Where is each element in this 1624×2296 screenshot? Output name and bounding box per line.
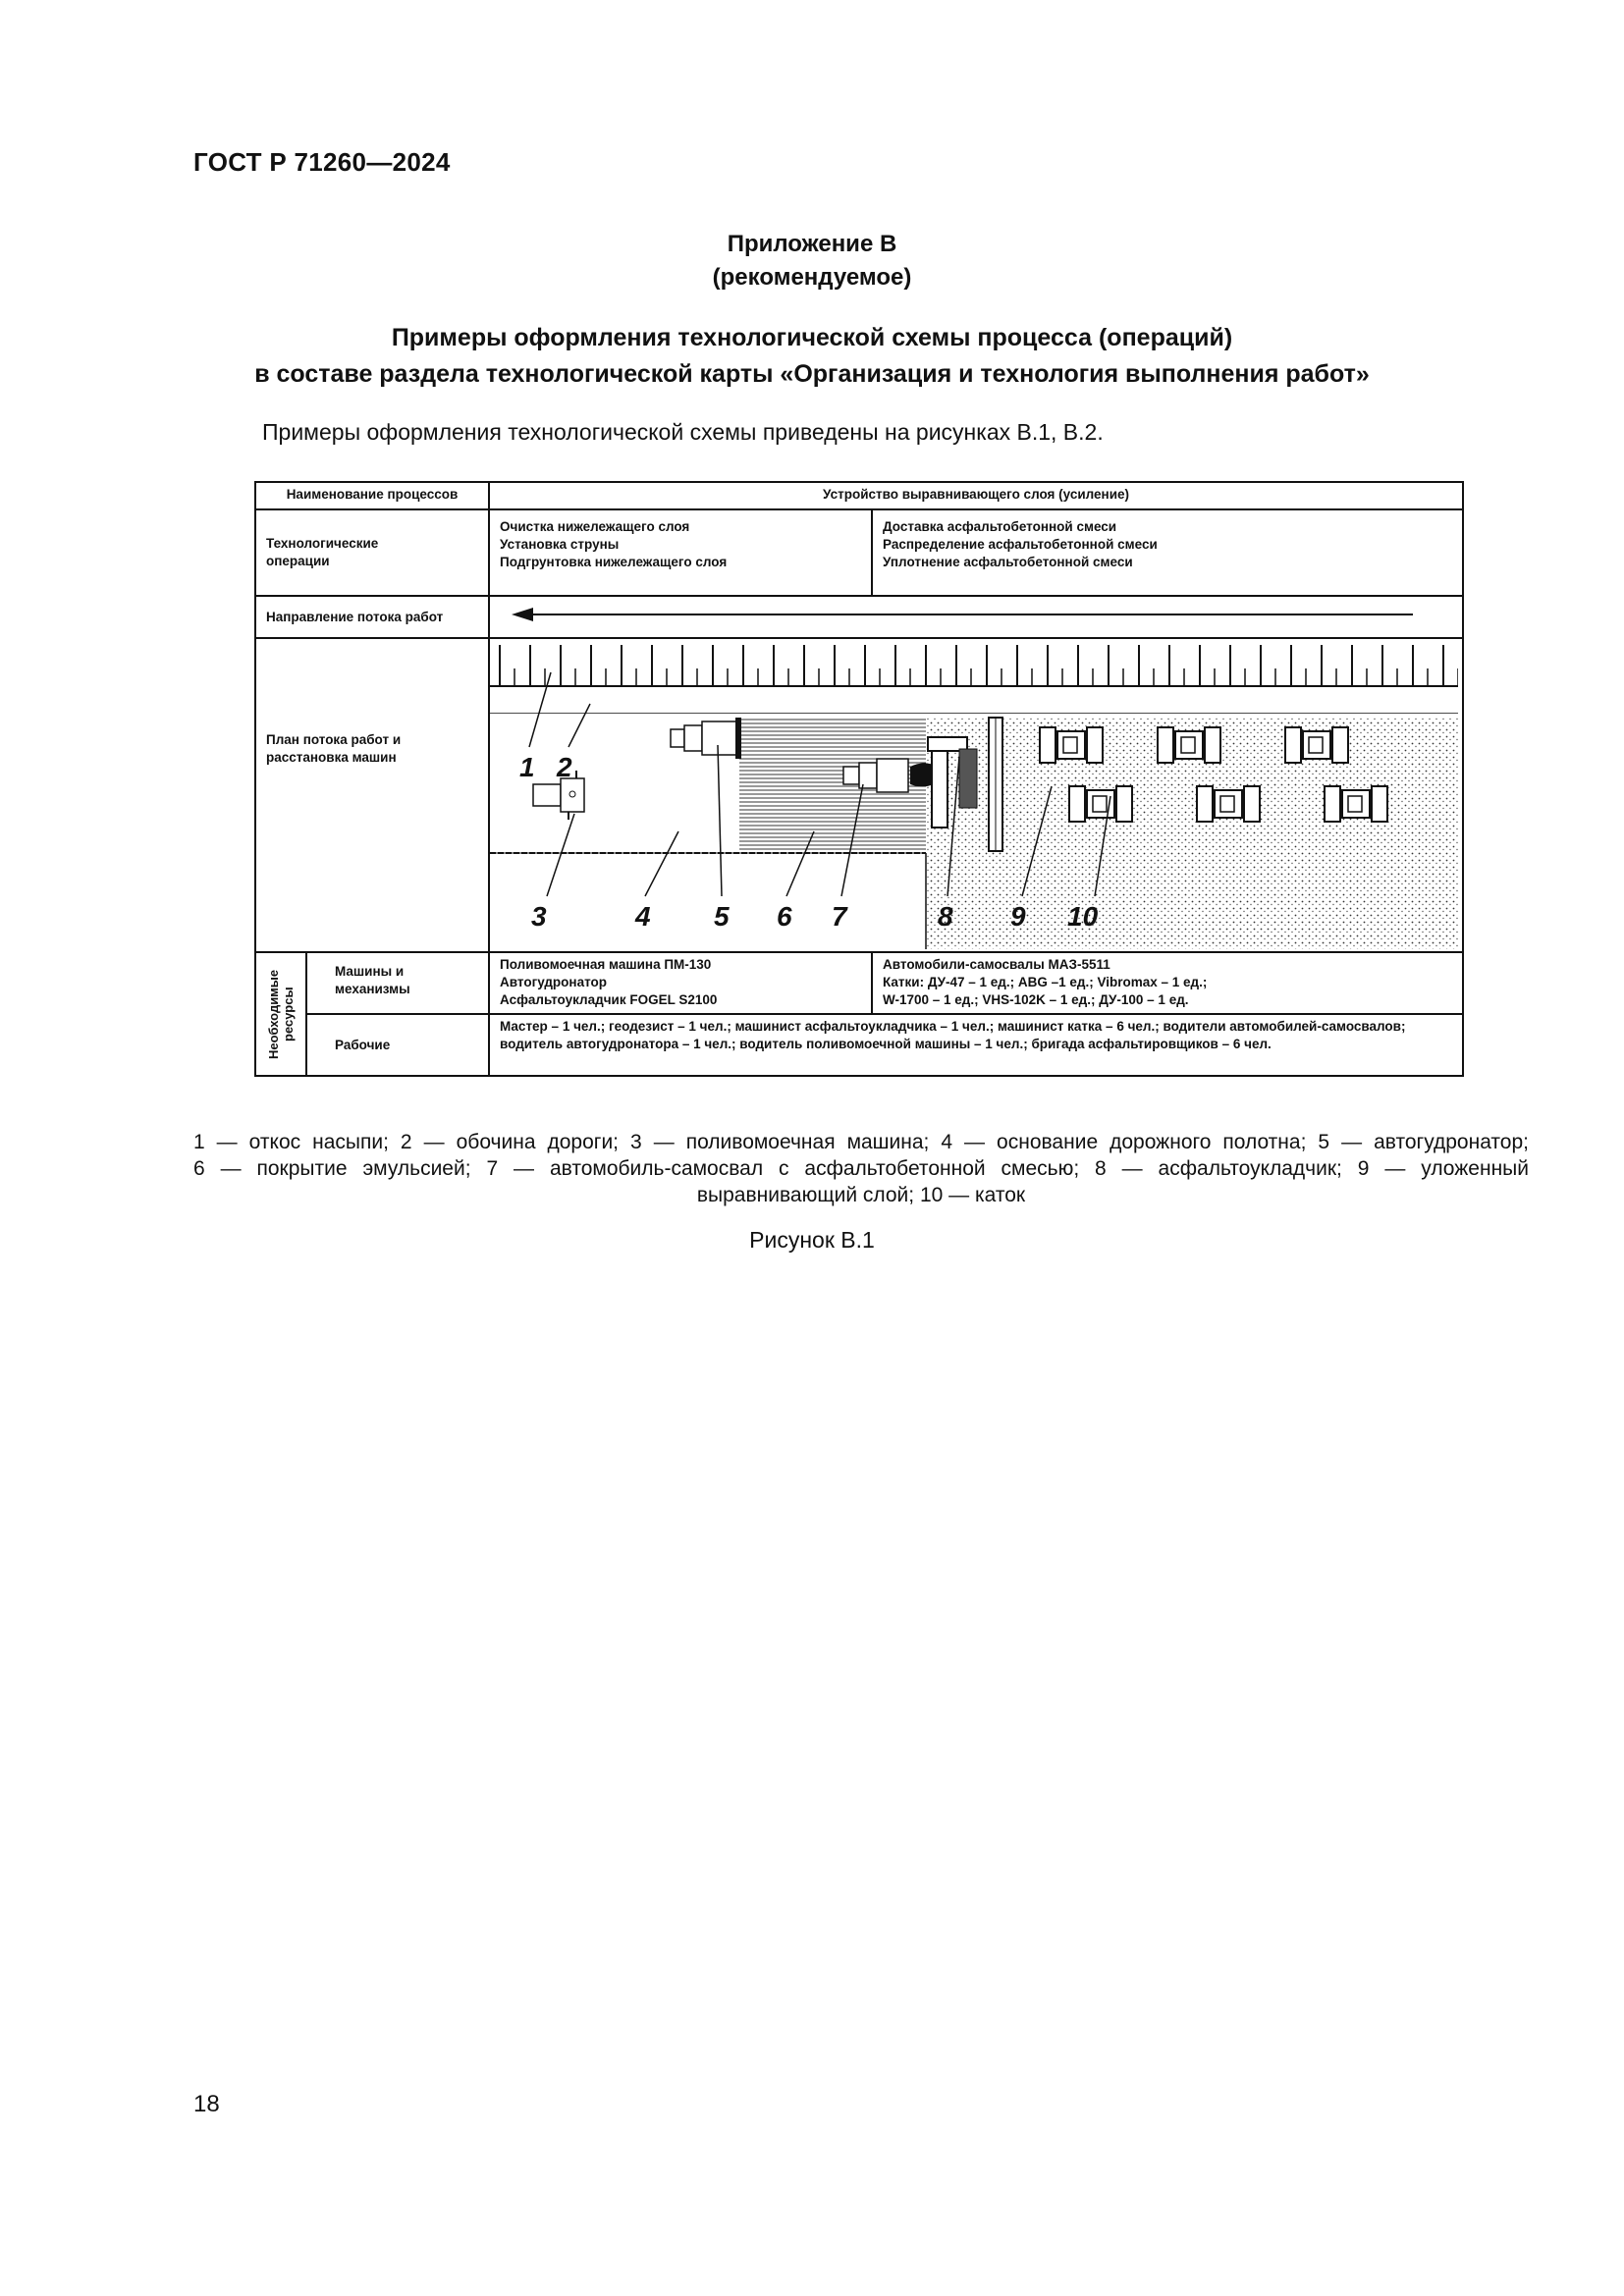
process-name-value: Устройство выравнивающего слоя (усиление) (489, 482, 1463, 509)
plan-number-7: 7 (832, 901, 847, 932)
document-code: ГОСТ Р 71260—2024 (193, 147, 451, 177)
section-title (0, 320, 1624, 393)
plan-label: План потока работ и расстановка машин (255, 638, 489, 952)
appendix-subtitle: (рекомендуемое) (712, 264, 912, 291)
roller-icon (1158, 727, 1220, 763)
operations-right: Доставка асфальтобетонной смеси Распределение асфальтобетонной смеси Уплотнение асфальтобетонной смеси (872, 509, 1463, 596)
plan-number-9: 9 (1010, 901, 1026, 932)
plan-number-10: 10 (1067, 901, 1099, 932)
roller-icon (1285, 727, 1348, 763)
bitumen-distributor (671, 718, 741, 759)
section-title-line2: в составе раздела технологической карты «Организация и технология выполнения работ» (254, 360, 1370, 388)
figure-caption: Рисунок В.1 (749, 1227, 875, 1253)
plan-number-4: 4 (635, 901, 651, 932)
plan-number-6: 6 (777, 901, 792, 932)
direction-arrow-icon (490, 597, 1456, 632)
plan-number-8: 8 (938, 901, 953, 932)
roller-icon (1040, 727, 1103, 763)
process-name-label: Наименование процессов (255, 482, 489, 509)
appendix-heading (0, 228, 1624, 294)
machines-right: Автомобили-самосвалы МАЗ-5511 Катки: ДУ-47 – 1 ед.; ABG –1 ед.; Vibromax – 1 ед.; W-1700 – 1 ед.; VHS-102K – 1 ед.; ДУ-100 – 1 ед. (872, 952, 1463, 1014)
plan-number-5: 5 (714, 901, 730, 932)
legend-line1: 1 — откос насыпи; 2 — обочина дороги; 3 — поливомоечная машина; 4 — основание дорожного полотна; 5 — автогудронатор; (193, 1131, 1529, 1153)
intro-paragraph: Примеры оформления технологической схемы приведены на рисунках В.1, В.2. (262, 419, 1104, 445)
resources-label: Необходимые ресурсы (255, 952, 306, 1076)
machines-left: Поливомоечная машина ПМ-130 Автогудронатор Асфальтоукладчик FOGEL S2100 (489, 952, 872, 1014)
slope-ticks (490, 645, 1458, 686)
appendix-title: Приложение В (727, 231, 897, 257)
workers-label: Рабочие (306, 1014, 489, 1076)
operations-left: Очистка нижележащего слоя Установка струны Подгрунтовка нижележащего слоя (489, 509, 872, 596)
section-title-line1: Примеры оформления технологической схемы процесса (операций) (391, 324, 1233, 351)
technology-scheme-table (254, 481, 1464, 1077)
roller-icon (1069, 786, 1132, 822)
plan-number-2: 2 (557, 752, 572, 782)
direction-arrow-cell (489, 596, 1463, 638)
operations-label: Технологические операции (255, 509, 489, 596)
machines-label: Машины и механизмы (306, 952, 489, 1014)
roller-icon (1325, 786, 1387, 822)
direction-label: Направление потока работ (255, 596, 489, 638)
legend-line3: выравнивающий слой; 10 — каток (696, 1184, 1026, 1206)
plan-diagram (490, 639, 1458, 949)
figure-legend (193, 1129, 1529, 1208)
plan-number-1: 1 (519, 752, 535, 782)
page-number: 18 (193, 2091, 220, 2117)
roller-icon (1197, 786, 1260, 822)
legend-line2: 6 — покрытие эмульсией; 7 — автомобиль-самосвал с асфальтобетонной смесью; 8 — асфальтоукладчик; 9 — уложенный (193, 1157, 1529, 1180)
plan-number-3: 3 (531, 901, 547, 932)
workers-value: Мастер – 1 чел.; геодезист – 1 чел.; машинист асфальтоукладчика – 1 чел.; машинист катка – 6 чел.; водители автомобилей-самосвалов; водитель автогудронатора – 1 чел.; водитель поливомоечной машины – 1 чел.; бригада асфальтировщиков – 6 чел. (489, 1014, 1463, 1076)
plan-diagram-cell (489, 638, 1463, 952)
